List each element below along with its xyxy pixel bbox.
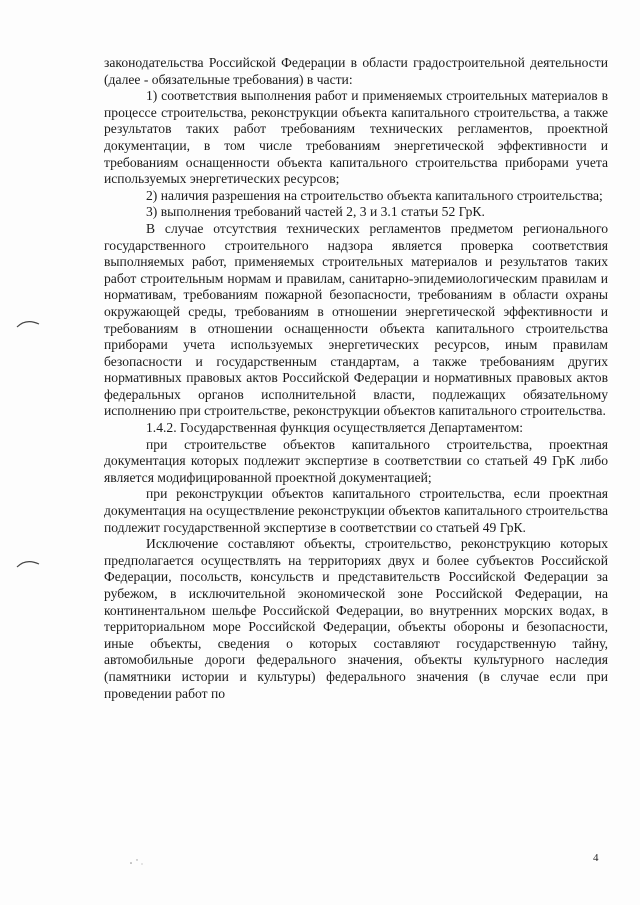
arc-mark-icon xyxy=(16,318,40,328)
scan-speck xyxy=(128,857,146,867)
punch-hole-mark xyxy=(16,558,40,568)
page-number: 4 xyxy=(593,852,599,864)
paragraph: 1) соответствия выполнения работ и применяемых строительных материалов в процессе строительства, реконструкции объекта капитального строительства, а также результатов таких работ требованиям технических регламентов, проектной документации, в том числе требованиям энергетической эффективности и требованиям оснащенности объекта капитального строительства приборами учета используемых энергетических ресурсов; xyxy=(104,88,608,187)
document-body xyxy=(104,55,608,702)
paragraph: при реконструкции объектов капитального строительства, если проектная документация на осуществление реконструкции объектов капитального строительства подлежит государственной экспертизе в соответствии со статьей 49 ГрК. xyxy=(104,486,608,535)
paragraph: 2) наличия разрешения на строительство объекта капитального строительства; xyxy=(146,187,603,203)
paragraph: 1.4.2. Государственная функция осуществляется Департаментом: xyxy=(146,420,524,436)
paragraph: В случае отсутствия технических регламентов предметом регионального государственного строительного надзора является проверка соответствия выполняемых работ, применяемых строительных материалов и результатов таких работ строительным нормам и правилам, санитарно-эпидемиологическим правилам и нормативам, требованиям пожарной безопасности, требованиям в области охраны окружающей среды, требованиям в отношении энергетической эффективности и требованиям в отношении оснащенности объекта капитального строительства приборами учета используемых энергетических ресурсов, иным правилам безопасности и государственным стандартам, а также требованиям других нормативных правовых актов Российской Федерации и нормативных правовых актов федеральных органов исполнительной власти, подлежащих обязательному исполнению при строительстве, реконструкции объектов капитального строительства. xyxy=(104,220,608,419)
paragraph: 3) выполнения требований частей 2, 3 и 3.1 статьи 52 ГрК. xyxy=(146,204,485,220)
paragraph: при строительстве объектов капитального строительства, проектная документация которых подлежит экспертизе в соответствии со статьей 49 ГрК либо является модифицированной проектной документацией; xyxy=(104,436,608,485)
paragraph: Исключение составляют объекты, строительство, реконструкцию которых предполагается осуществлять на территориях двух и более субъектов Российской Федерации, посольств, консульств и представительств Российской Федерации за рубежом, в исключительной экономической зоне Российской Федерации, на континентальном шельфе Российской Федерации, во внутренних морских водах, в территориальном море Российской Федерации, объекты обороны и безопасности, иные объекты, сведения о которых составляют государственную тайну, автомобильные дороги федерального значения, объекты культурного наследия (памятники истории и культуры) федерального значения (в случае если при проведении работ по xyxy=(104,536,608,701)
punch-hole-mark xyxy=(16,318,40,328)
arc-mark-icon xyxy=(16,558,40,568)
paragraph: законодательства Российской Федерации в области градостроительной деятельности (далее - обязательные требования) в части: xyxy=(104,55,608,87)
